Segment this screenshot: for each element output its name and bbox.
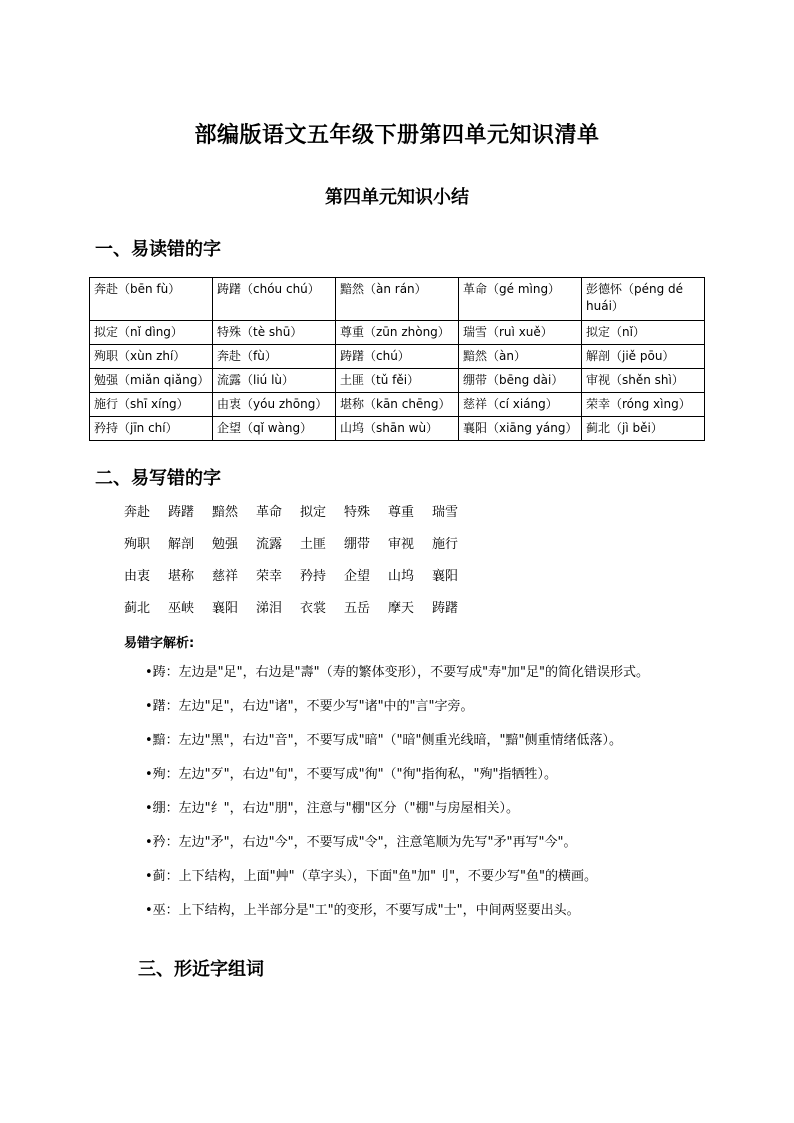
word-item: 衣裳 <box>300 601 327 616</box>
word-item: 拟定 <box>300 505 327 520</box>
table-cell: 解剖（jiě pōu） <box>582 345 705 369</box>
table-cell: 绷带（bēng dài） <box>459 369 582 393</box>
word-item: 特殊 <box>344 505 371 520</box>
table-cell: 黯然（àn） <box>459 345 582 369</box>
table-cell: 革命（gé mìng） <box>459 278 582 321</box>
table-cell: 尊重（zūn zhòng） <box>336 321 459 345</box>
table-cell: 矜持（jīn chí） <box>90 417 213 441</box>
word-item: 施行 <box>432 537 459 552</box>
word-item: 黯然 <box>212 505 239 520</box>
table-cell: 特殊（tè shū） <box>213 321 336 345</box>
word-item: 山坞 <box>388 569 415 584</box>
word-item: 巫峡 <box>168 601 195 616</box>
table-cell: 黯然（àn rán） <box>336 278 459 321</box>
table-cell: 奔赴（bēn fù） <box>90 278 213 321</box>
analysis-label: 易错字解析: <box>124 636 195 651</box>
analysis-note: •踌：左边是"足"，右边是"壽"（寿的繁体变形），不要写成"寿"加"足"的简化错误形式。 <box>145 665 650 680</box>
misread-words-table <box>89 277 705 441</box>
word-item: 襄阳 <box>432 569 459 584</box>
word-item: 尊重 <box>388 505 415 520</box>
word-item: 荣幸 <box>256 569 283 584</box>
table-cell: 殉职（xùn zhí） <box>90 345 213 369</box>
word-item: 踌躇 <box>432 601 459 616</box>
table-cell: 瑞雪（ruì xuě） <box>459 321 582 345</box>
table-cell: 由衷（yóu zhōng） <box>213 393 336 417</box>
table-cell: 土匪（tǔ fěi） <box>336 369 459 393</box>
table-row <box>90 417 705 441</box>
section-heading-miswritten: 二、易写错的字 <box>95 468 221 489</box>
table-cell: 拟定（nǐ） <box>582 321 705 345</box>
document-subtitle: 第四单元知识小结 <box>325 187 469 208</box>
word-row <box>124 503 476 535</box>
analysis-note: •殉：左边"歹"，右边"旬"，不要写成"徇"（"徇"指徇私，"殉"指牺牲）。 <box>145 767 557 782</box>
table-cell: 山坞（shān wù） <box>336 417 459 441</box>
word-row <box>124 567 476 599</box>
word-item: 蓟北 <box>124 601 151 616</box>
word-item: 襄阳 <box>212 601 239 616</box>
word-item: 由衷 <box>124 569 151 584</box>
table-cell: 蓟北（jì běi） <box>582 417 705 441</box>
word-item: 土匪 <box>300 537 327 552</box>
word-item: 慈祥 <box>212 569 239 584</box>
word-item: 解剖 <box>168 537 195 552</box>
analysis-note: •矜：左边"矛"，右边"今"，不要写成"令"，注意笔顺为先写"矛"再写"今"。 <box>145 835 577 850</box>
section-heading-misread: 一、易读错的字 <box>95 239 221 260</box>
analysis-note: •黯：左边"黑"，右边"音"，不要写成"暗"（"暗"侧重光线暗，"黯"侧重情绪低落）。 <box>145 733 622 748</box>
word-item: 五岳 <box>344 601 371 616</box>
table-cell: 荣幸（róng xìng） <box>582 393 705 417</box>
table-row <box>90 345 705 369</box>
word-item: 瑞雪 <box>432 505 459 520</box>
analysis-note: •巫：上下结构，上半部分是"工"的变形，不要写成"士"，中间两竖要出头。 <box>145 903 580 918</box>
table-cell: 奔赴（fù） <box>213 345 336 369</box>
table-cell: 施行（shī xíng） <box>90 393 213 417</box>
table-row <box>90 321 705 345</box>
miswritten-words-grid <box>124 503 476 631</box>
table-cell: 慈祥（cí xiáng） <box>459 393 582 417</box>
table-row <box>90 393 705 417</box>
table-cell: 踌躇（chóu chú） <box>213 278 336 321</box>
word-item: 审视 <box>388 537 415 552</box>
document-title: 部编版语文五年级下册第四单元知识清单 <box>194 123 600 148</box>
word-item: 奔赴 <box>124 505 151 520</box>
analysis-notes <box>116 661 706 933</box>
word-item: 摩天 <box>388 601 415 616</box>
analysis-note: •蓟：上下结构，上面"艸"（草字头），下面"鱼"加"刂"，不要少写"鱼"的横画。 <box>145 869 598 884</box>
table-row <box>90 278 705 321</box>
table-cell: 堪称（kān chēng） <box>336 393 459 417</box>
table-cell: 企望（qǐ wàng） <box>213 417 336 441</box>
table-row <box>90 369 705 393</box>
section-heading-similar-chars: 三、形近字组词 <box>138 959 264 980</box>
word-row <box>124 535 476 567</box>
word-item: 勉强 <box>212 537 239 552</box>
word-item: 殉职 <box>124 537 151 552</box>
table-cell: 审视（shěn shì） <box>582 369 705 393</box>
word-item: 踌躇 <box>168 505 195 520</box>
word-item: 涕泪 <box>256 601 283 616</box>
word-item: 流露 <box>256 537 283 552</box>
table-cell: 彭德怀（péng dé huái） <box>582 278 705 321</box>
table-cell: 踌躇（chú） <box>336 345 459 369</box>
word-item: 堪称 <box>168 569 195 584</box>
analysis-note: •绷：左边"纟"，右边"朋"，注意与"棚"区分（"棚"与房屋相关）。 <box>145 801 520 816</box>
word-item: 绷带 <box>344 537 371 552</box>
table-cell: 勉强（miǎn qiǎng） <box>90 369 213 393</box>
word-row <box>124 599 476 631</box>
word-item: 革命 <box>256 505 283 520</box>
word-item: 企望 <box>344 569 371 584</box>
analysis-note: •躇：左边"足"，右边"诸"，不要少写"诸"中的"言"字旁。 <box>145 699 474 714</box>
table-cell: 流露（liú lù） <box>213 369 336 393</box>
table-cell: 襄阳（xiāng yáng） <box>459 417 582 441</box>
table-cell: 拟定（nǐ dìng） <box>90 321 213 345</box>
word-item: 矜持 <box>300 569 327 584</box>
